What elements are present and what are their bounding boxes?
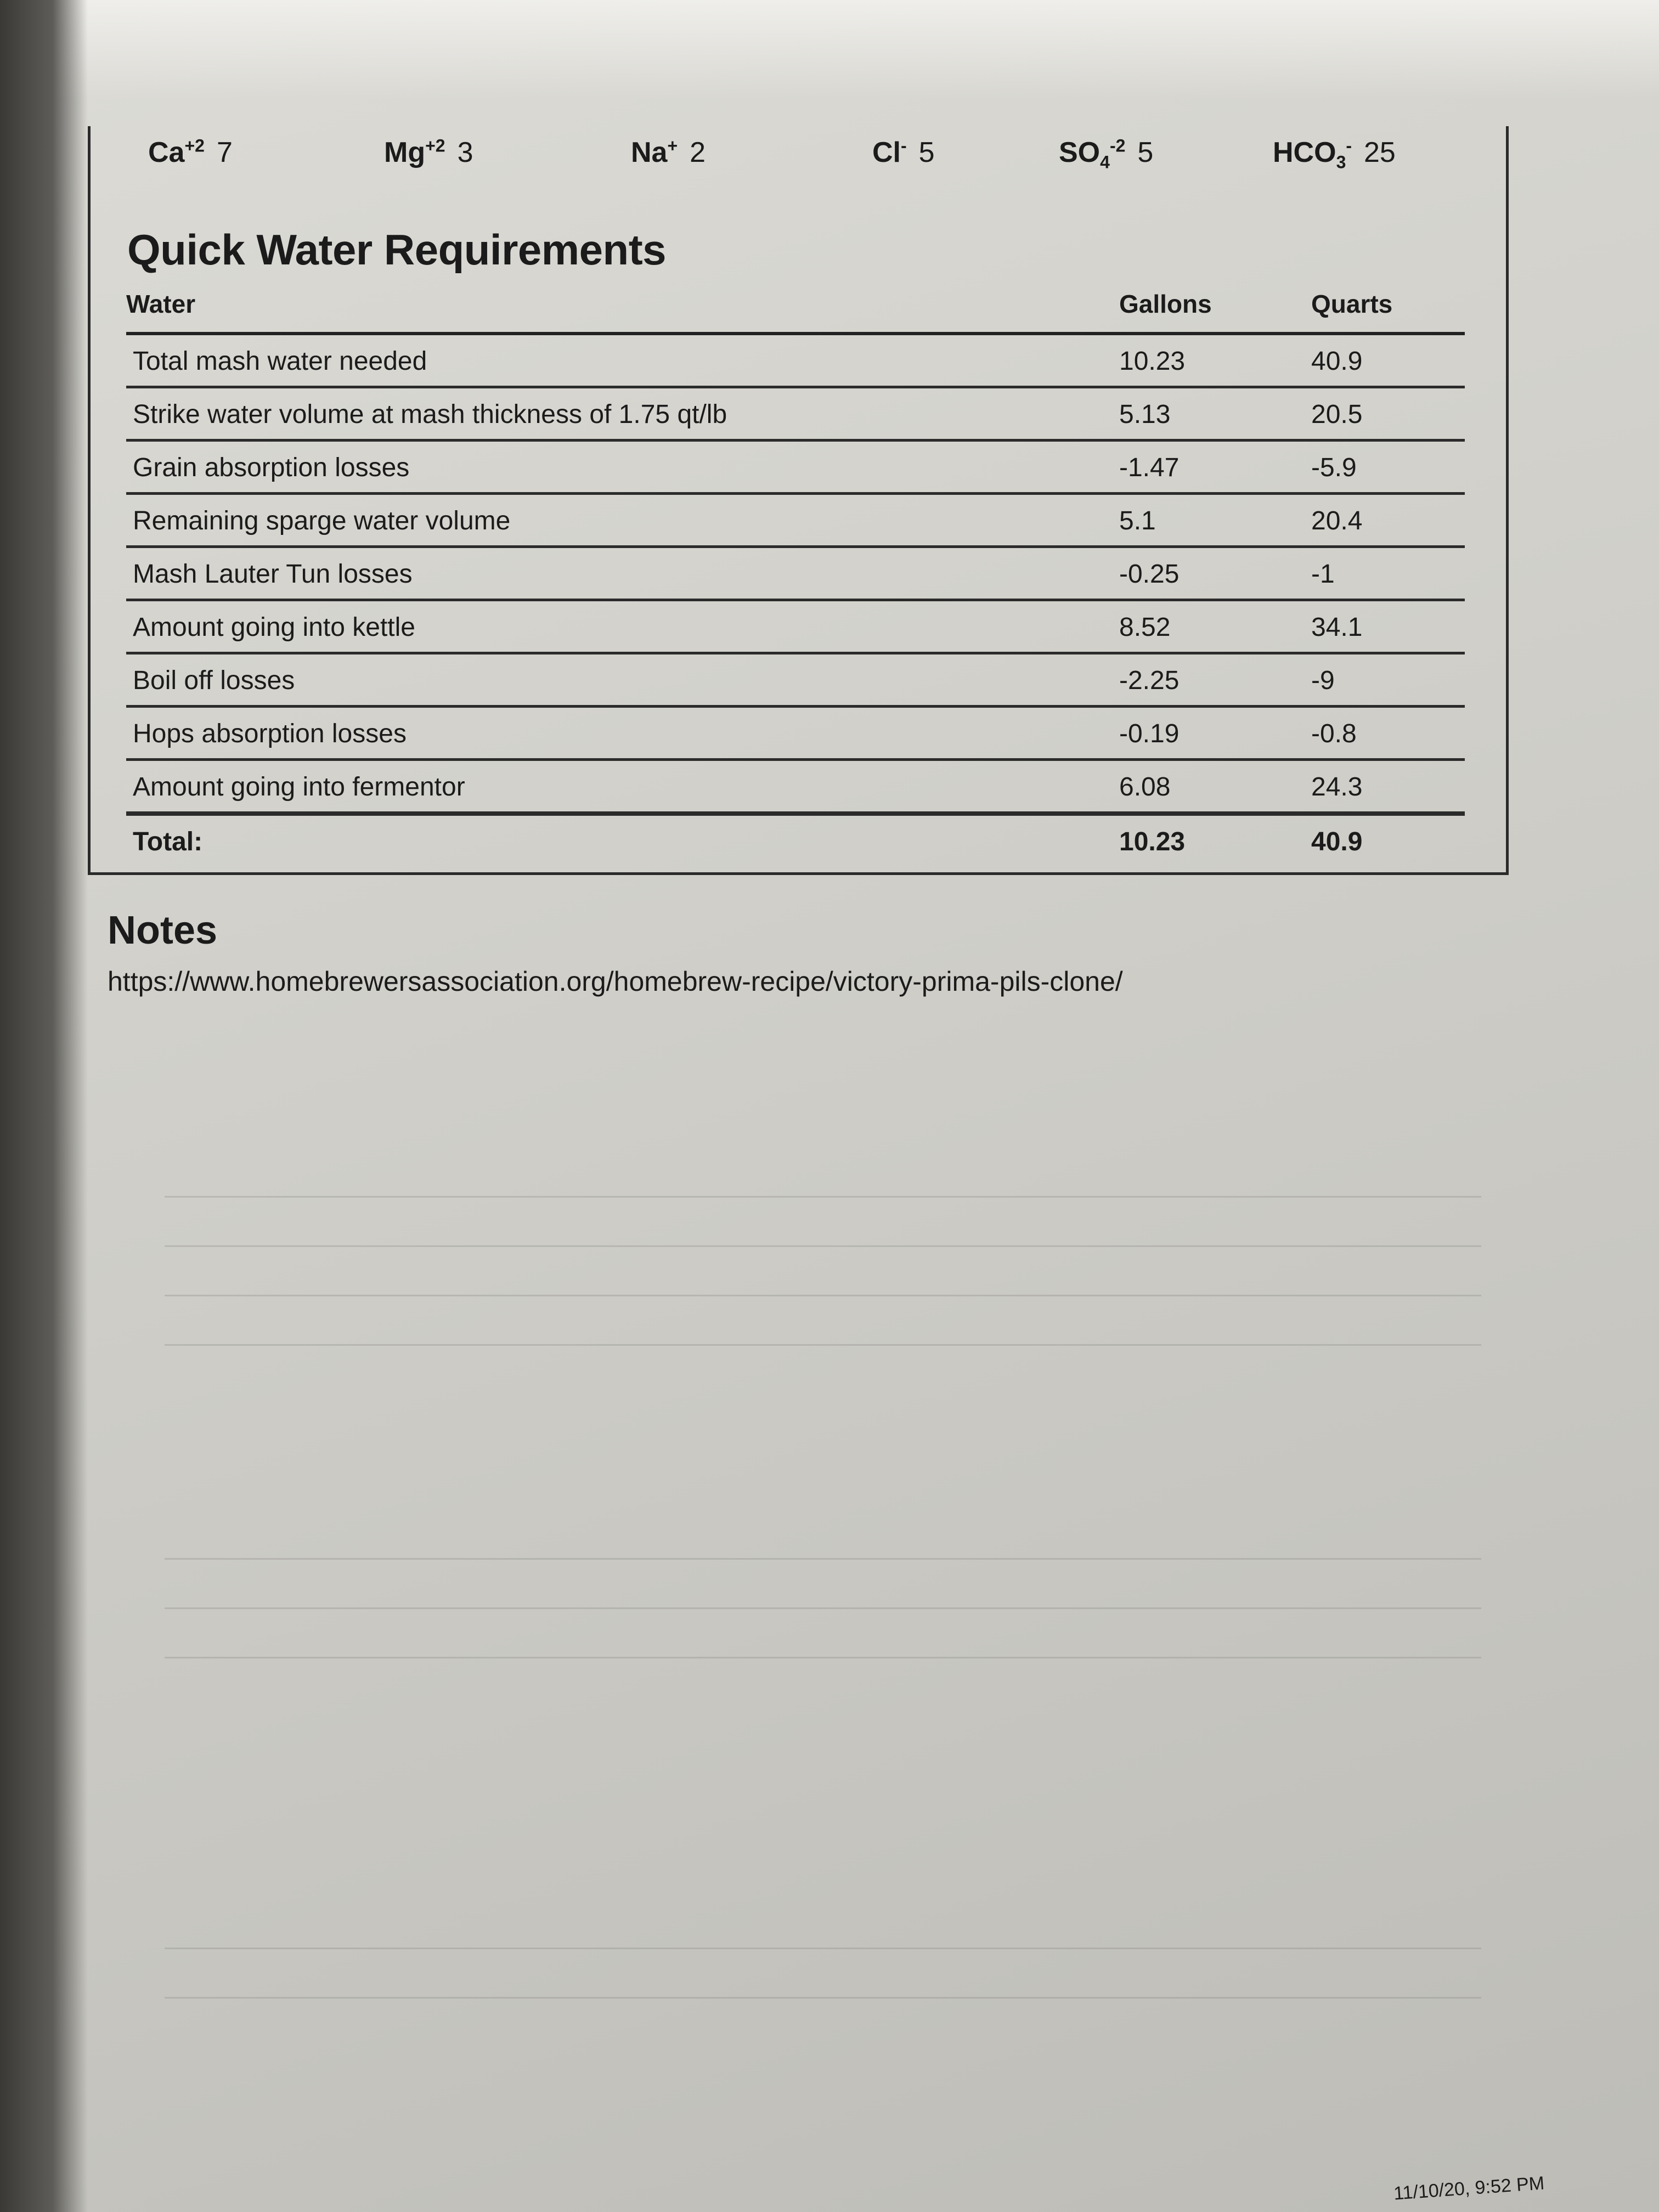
ion-sodium: Na+ 2 xyxy=(631,136,706,169)
row-label: Boil off losses xyxy=(133,666,295,695)
show-through-line xyxy=(165,1344,1481,1346)
show-through-line xyxy=(165,1607,1481,1609)
row-quarts: 20.4 xyxy=(1311,506,1363,535)
table-total-row xyxy=(126,814,1465,866)
ion-value: 3 xyxy=(457,137,473,169)
ion-sulfate: $SO_4^{-2}$ 5 xyxy=(1059,136,1154,172)
row-gallons: 5.13 xyxy=(1119,400,1171,429)
header-water: Water xyxy=(126,290,196,318)
ion-bicarbonate: $HCO_3^-$ 25 xyxy=(1273,136,1396,172)
show-through-line xyxy=(165,1245,1481,1247)
show-through-line xyxy=(165,1657,1481,1658)
row-gallons: 6.08 xyxy=(1119,772,1171,802)
header-gallons: Gallons xyxy=(1119,290,1212,318)
water-profile-ions xyxy=(148,136,1465,185)
section-title: Quick Water Requirements xyxy=(127,225,667,274)
ion-value: 25 xyxy=(1364,137,1396,169)
table-row xyxy=(126,761,1465,814)
table-row xyxy=(126,388,1465,442)
row-quarts: 34.1 xyxy=(1311,613,1363,642)
total-label: Total: xyxy=(133,827,203,856)
ion-chloride: Cl- 5 xyxy=(872,136,935,169)
row-gallons: -2.25 xyxy=(1119,666,1180,695)
table-row xyxy=(126,708,1465,761)
row-label: Total mash water needed xyxy=(133,347,427,376)
show-through-line xyxy=(165,1558,1481,1560)
row-gallons: -0.25 xyxy=(1119,560,1180,589)
table-header xyxy=(126,283,1465,335)
ion-magnesium: $Mg^{+2}$ 3 xyxy=(384,136,473,169)
table-row xyxy=(126,601,1465,654)
table-row xyxy=(126,495,1465,548)
row-quarts: -0.8 xyxy=(1311,719,1357,748)
table-row xyxy=(126,442,1465,495)
show-through-line xyxy=(165,1196,1481,1198)
row-quarts: 24.3 xyxy=(1311,772,1363,802)
row-quarts: 20.5 xyxy=(1311,400,1363,429)
ion-calcium: $Ca^{+2}$ 7 xyxy=(148,136,233,169)
row-quarts: -9 xyxy=(1311,666,1335,695)
notes-url: https://www.homebrewersassociation.org/homebrew-recipe/victory-prima-pils-clone/ xyxy=(108,966,1123,997)
row-quarts: -5.9 xyxy=(1311,453,1357,482)
row-quarts: 40.9 xyxy=(1311,347,1363,376)
row-gallons: -1.47 xyxy=(1119,453,1180,482)
notes-title: Notes xyxy=(108,909,218,952)
row-label: Strike water volume at mash thickness of 1.75 qt/lb xyxy=(133,400,727,429)
show-through-line xyxy=(165,1948,1481,1949)
show-through-line xyxy=(165,1997,1481,1999)
total-quarts: 40.9 xyxy=(1311,827,1363,856)
row-label: Hops absorption losses xyxy=(133,719,407,748)
row-label: Amount going into fermentor xyxy=(133,772,465,802)
total-gallons: 10.23 xyxy=(1119,827,1186,856)
row-gallons: 10.23 xyxy=(1119,347,1186,376)
row-quarts: -1 xyxy=(1311,560,1335,589)
row-label: Mash Lauter Tun losses xyxy=(133,560,413,589)
header-quarts: Quarts xyxy=(1311,290,1393,318)
row-gallons: -0.19 xyxy=(1119,719,1180,748)
row-label: Remaining sparge water volume xyxy=(133,506,511,535)
row-label: Grain absorption losses xyxy=(133,453,410,482)
show-through-line xyxy=(165,1295,1481,1296)
row-label: Amount going into kettle xyxy=(133,613,415,642)
ion-value: 5 xyxy=(918,137,935,169)
water-table xyxy=(126,283,1465,866)
print-timestamp: 11/10/20, 9:52 PM xyxy=(1392,2172,1545,2204)
row-gallons: 8.52 xyxy=(1119,613,1171,642)
row-gallons: 5.1 xyxy=(1119,506,1156,535)
ion-value: 7 xyxy=(216,137,233,169)
table-row xyxy=(126,654,1465,708)
ion-value: 5 xyxy=(1137,137,1154,169)
ion-value: 2 xyxy=(690,137,706,169)
table-row xyxy=(126,548,1465,601)
table-row xyxy=(126,335,1465,388)
